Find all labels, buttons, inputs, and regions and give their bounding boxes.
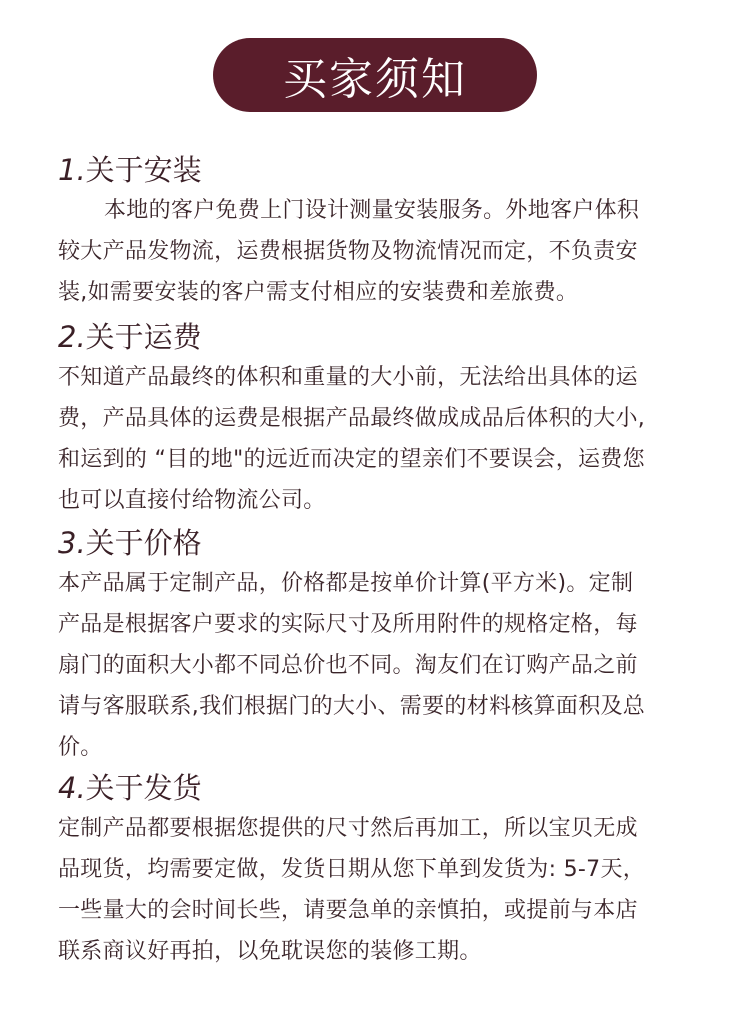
section-number: 3. [58,526,86,560]
paragraph-line: 产品是根据客户要求的实际尺寸及所用附件的规格定格，每 [58,612,638,637]
paragraph-line: 一些量大的会时间长些，请要急单的亲慎拍，或提前与本店 [58,898,638,923]
section-delivery [58,768,708,972]
section-heading [58,523,708,563]
section-number: 1. [58,153,86,187]
section-heading-text: 关于发货 [85,771,202,805]
paragraph-line: 请与客服联系,我们根据门的大小、需要的材料核算面积及总 [58,694,646,719]
paragraph-line: 定制产品都要根据您提供的尺寸然后再加工，所以宝贝无成 [58,816,638,841]
section-heading [58,150,708,190]
section-heading-text: 关于运费 [85,320,202,354]
paragraph-line: 价。 [58,735,103,760]
section-shipping-fee [58,317,708,521]
section-number: 4. [58,771,86,805]
paragraph-line: 费，产品具体的运费是根据产品最终做成成品后体积的大小, [58,406,646,431]
page-title: 买家须知 [283,54,467,105]
section-heading [58,317,708,357]
section-price [58,523,708,768]
paragraph-line: 也可以直接付给物流公司。 [58,488,326,513]
paragraph-line: 本产品属于定制产品，价格都是按单价计算(平方米)。定制 [58,571,634,596]
paragraph-line: 不知道产品最终的体积和重量的大小前，无法给出具体的运 [58,365,638,390]
section-number: 2. [58,320,86,354]
paragraph-line: 品现货，均需要定做，发货日期从您下单到发货为: 5-7天， [58,857,646,882]
paragraph-line: 装,如需要安装的客户需支付相应的安装费和差旅费。 [58,280,579,305]
section-heading-text: 关于价格 [85,526,202,560]
section-heading-text: 关于安装 [85,153,202,187]
paragraph-line: 和运到的 “目的地"的远近而决定的望亲们不要误会，运费您 [58,447,645,472]
title-badge [213,38,537,112]
section-installation [58,150,708,313]
paragraph-line: 本地的客户免费上门设计测量安装服务。外地客户体积 [104,198,640,223]
paragraph-line: 联系商议好再拍，以免耽误您的装修工期。 [58,939,482,964]
section-heading [58,768,708,808]
paragraph-line: 较大产品发物流，运费根据货物及物流情况而定，不负责安 [58,239,638,264]
paragraph-line: 扇门的面积大小都不同总价也不同。淘友们在订购产品之前 [58,653,638,678]
